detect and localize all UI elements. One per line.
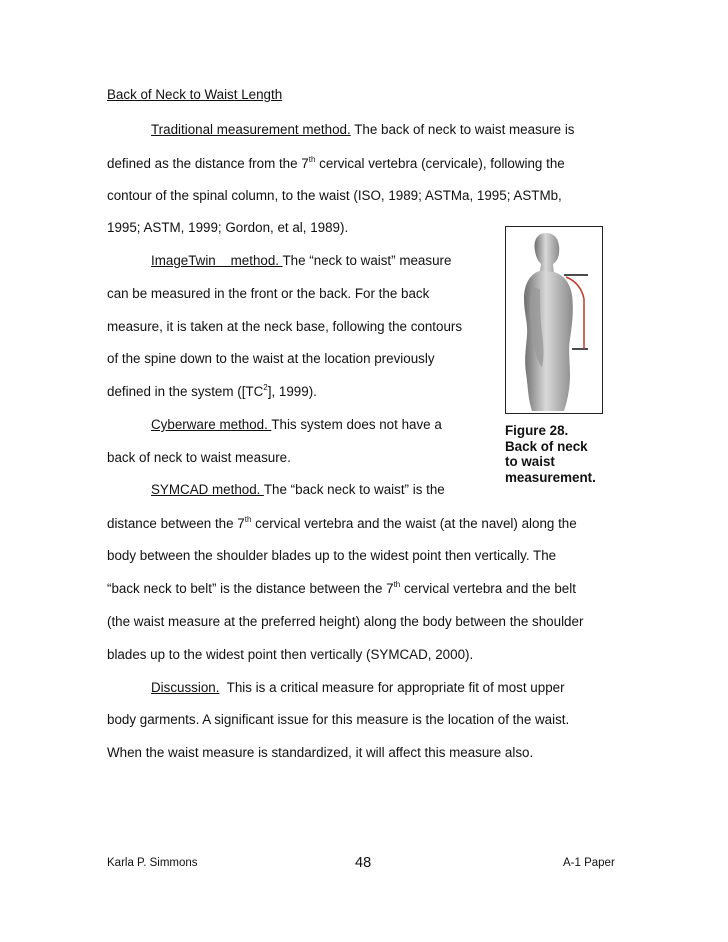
imagetwin-paragraph-line-5: defined in the system ($[TC^2]$, 1999). — [107, 383, 317, 399]
traditional-paragraph-line-1: Traditional measurement method. The back of neck to waist measure is — [151, 122, 575, 137]
section-heading: Back of Neck to Waist Length — [107, 87, 283, 102]
imagetwin-paragraph-line-2: can be measured in the front or the back. For the back — [107, 286, 430, 301]
traditional-paragraph-line-3: contour of the spinal column, to the waist (ISO, 1989; ASTMa, 1995; ASTMb, — [107, 188, 562, 203]
imagetwin-method-label: ImageTwin method. — [151, 253, 283, 268]
cyberware-paragraph-line-2: back of neck to waist measure. — [107, 450, 291, 465]
discussion-paragraph-line-1: Discussion. This is a critical measure for appropriate fit of most upper — [151, 680, 565, 695]
symcad-paragraph-line-1: SYMCAD method. The “back neck to waist” is the — [151, 482, 445, 497]
symcad-paragraph-line-5: (the waist measure at the preferred height) along the body between the shoulder — [107, 614, 584, 629]
symcad-paragraph-line-6: blades up to the widest point then vertically (SYMCAD, 2000). — [107, 647, 474, 662]
footer-author: Karla P. Simmons — [107, 857, 198, 869]
page-number: 48 — [355, 855, 372, 871]
imagetwin-paragraph-line-4: of the spine down to the waist at the location previously — [107, 351, 435, 366]
body-silhouette-illustration — [506, 227, 602, 413]
figure-28-image — [505, 226, 603, 414]
traditional-method-label: Traditional measurement method. — [151, 122, 351, 137]
traditional-paragraph-line-2: defined as the distance from the 7th cervical vertebra (cervicale), following the — [107, 155, 565, 171]
discussion-paragraph-line-3: When the waist measure is standardized, it will affect this measure also. — [107, 745, 534, 760]
symcad-paragraph-line-3: body between the shoulder blades up to the widest point then vertically. The — [107, 548, 557, 563]
figure-caption-line-2: Back of neck — [505, 439, 588, 454]
symcad-paragraph-line-4: “back neck to belt” is the distance between the 7th cervical vertebra and the belt — [107, 580, 576, 596]
figure-caption-line-1: Figure 28. — [505, 423, 569, 438]
figure-caption-line-4: measurement. — [505, 470, 596, 485]
figure-caption-line-3: to waist — [505, 454, 555, 469]
imagetwin-paragraph-line-1: ImageTwin method. The “neck to waist” measure — [151, 253, 452, 268]
discussion-label: Discussion. — [151, 680, 220, 695]
footer-section: A-1 Paper — [563, 857, 615, 869]
discussion-paragraph-line-2: body garments. A significant issue for this measure is the location of the waist. — [107, 712, 570, 727]
symcad-paragraph-line-2: distance between the 7th cervical vertebra and the waist (at the navel) along the — [107, 515, 577, 531]
traditional-paragraph-line-4: 1995; ASTM, 1999; Gordon, et al, 1989). — [107, 220, 349, 235]
cyberware-paragraph-line-1: Cyberware method. This system does not have a — [151, 417, 442, 432]
symcad-method-label: SYMCAD method. — [151, 482, 264, 497]
cyberware-method-label: Cyberware method. — [151, 417, 272, 432]
imagetwin-paragraph-line-3: measure, it is taken at the neck base, following the contours — [107, 319, 463, 334]
